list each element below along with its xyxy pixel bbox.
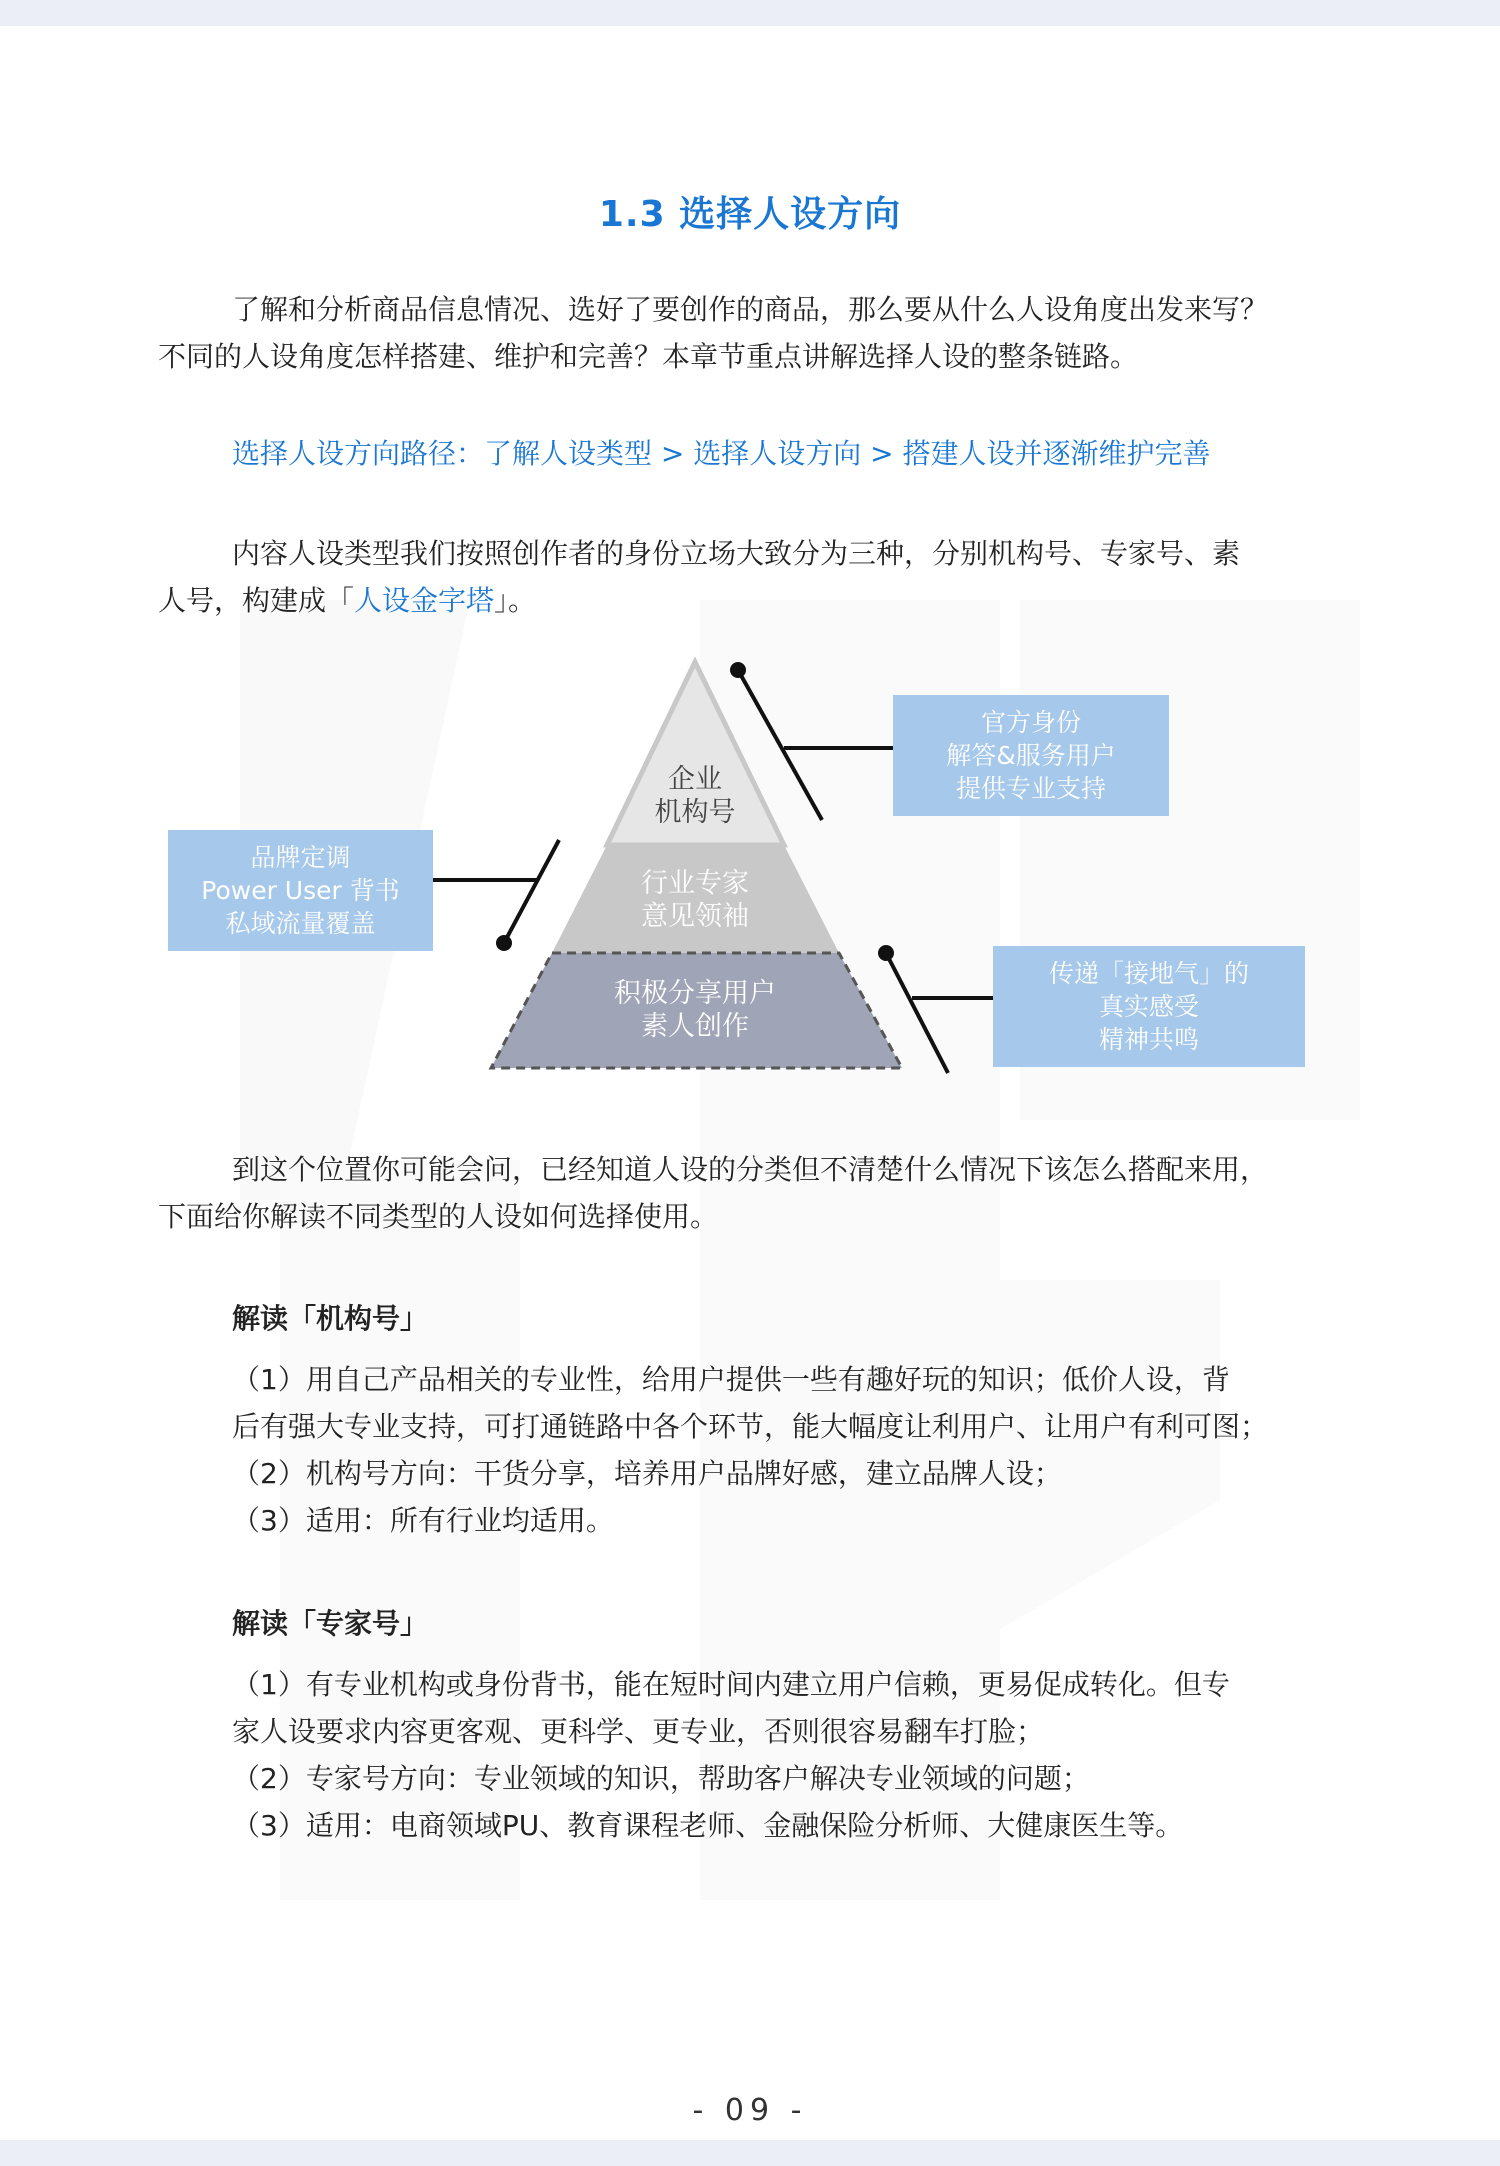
path-line: 选择人设方向路径：了解人设类型 > 选择人设方向 > 搭建人设并逐渐维护完善 bbox=[232, 437, 1211, 470]
tier-bottom-line-1: 积极分享用户 bbox=[614, 978, 776, 1009]
intro-paragraph bbox=[158, 286, 1344, 380]
tier-label-middle bbox=[565, 860, 825, 940]
section-title: 1.3 选择人设方向 bbox=[598, 194, 902, 235]
tier-bottom-line-2: 素人创作 bbox=[641, 1011, 749, 1042]
types-line-2-suffix: 」。 bbox=[494, 584, 537, 617]
connector-left-dot bbox=[496, 935, 512, 951]
callout-official-line-1: 官方身份 bbox=[980, 708, 1081, 737]
types-line-2-prefix: 人号，构建成「 bbox=[158, 584, 355, 617]
list-item: （1）用自己产品相关的专业性，给用户提供一些有趣好玩的知识；低价人设，背 bbox=[232, 1363, 1230, 1396]
tier-middle-line-1: 行业专家 bbox=[641, 868, 749, 899]
callout-official bbox=[893, 695, 1169, 816]
transition-line-1: 到这个位置你可能会问，已经知道人设的分类但不清楚什么情况下该怎么搭配来用， bbox=[232, 1153, 1269, 1186]
callout-grassroots-line-2: 真实感受 bbox=[1098, 992, 1199, 1021]
callout-official-line-2: 解答&服务用户 bbox=[946, 741, 1116, 770]
tier-label-top bbox=[595, 756, 795, 836]
section-list-expert bbox=[232, 1661, 1352, 1849]
connector-bottom-dot bbox=[878, 945, 894, 961]
types-line-1: 内容人设类型我们按照创作者的身份立场大致分为三种，分别机构号、专家号、素 bbox=[232, 537, 1241, 570]
tier-label-bottom bbox=[545, 970, 845, 1050]
callout-grassroots bbox=[993, 946, 1305, 1067]
connector-left bbox=[504, 840, 559, 943]
section-heading-expert: 解读「专家号」 bbox=[232, 1607, 429, 1640]
list-item: 家人设要求内容更客观、更科学、更专业，否则很容易翻车打脸； bbox=[232, 1715, 1045, 1748]
list-item: （3）适用：电商领域PU、教育课程老师、金融保险分析师、大健康医生等。 bbox=[232, 1809, 1184, 1842]
bottom-band bbox=[0, 2140, 1500, 2166]
types-paragraph bbox=[158, 530, 1344, 624]
top-band bbox=[0, 0, 1500, 26]
list-item: （1）有专业机构或身份背书，能在短时间内建立用户信赖，更易促成转化。但专 bbox=[232, 1668, 1230, 1701]
intro-line-2: 不同的人设角度怎样搭建、维护和完善？本章节重点讲解选择人设的整条链路。 bbox=[158, 340, 1139, 373]
callout-brand bbox=[168, 830, 433, 951]
section-list-institution bbox=[232, 1356, 1352, 1544]
list-item: （3）适用：所有行业均适用。 bbox=[232, 1504, 614, 1537]
callout-brand-line-2: Power User 背书 bbox=[201, 876, 400, 905]
intro-line-1: 了解和分析商品信息情况、选好了要创作的商品，那么要从什么人设角度出发来写？ bbox=[232, 293, 1269, 326]
callout-brand-line-3: 私域流量覆盖 bbox=[225, 909, 376, 938]
callout-official-line-3: 提供专业支持 bbox=[955, 774, 1106, 803]
tier-top-line-2: 机构号 bbox=[654, 797, 736, 828]
page-number: - 09 - bbox=[692, 2093, 808, 2128]
transition-paragraph bbox=[158, 1146, 1344, 1240]
transition-line-2: 下面给你解读不同类型的人设如何选择使用。 bbox=[158, 1200, 719, 1233]
list-item: （2）专家号方向：专业领域的知识，帮助客户解决专业领域的问题； bbox=[232, 1762, 1090, 1795]
callout-brand-line-1: 品牌定调 bbox=[250, 843, 351, 872]
callout-grassroots-line-3: 精神共鸣 bbox=[1098, 1025, 1199, 1054]
list-item: （2）机构号方向：干货分享，培养用户品牌好感，建立品牌人设； bbox=[232, 1457, 1062, 1490]
tier-middle-line-2: 意见领袖 bbox=[641, 901, 749, 932]
persona-pyramid-diagram bbox=[158, 650, 1344, 1095]
tier-top-line-1: 企业 bbox=[668, 764, 722, 795]
connector-top-dot bbox=[730, 662, 746, 678]
connector-bottom bbox=[886, 953, 948, 1073]
list-item: 后有强大专业支持，可打通链路中各个环节，能大幅度让利用户、让用户有利可图； bbox=[232, 1410, 1269, 1443]
pyramid-link: 人设金字塔 bbox=[354, 584, 495, 617]
section-heading-institution: 解读「机构号」 bbox=[232, 1302, 429, 1335]
callout-grassroots-line-1: 传递「接地气」的 bbox=[1048, 959, 1249, 988]
